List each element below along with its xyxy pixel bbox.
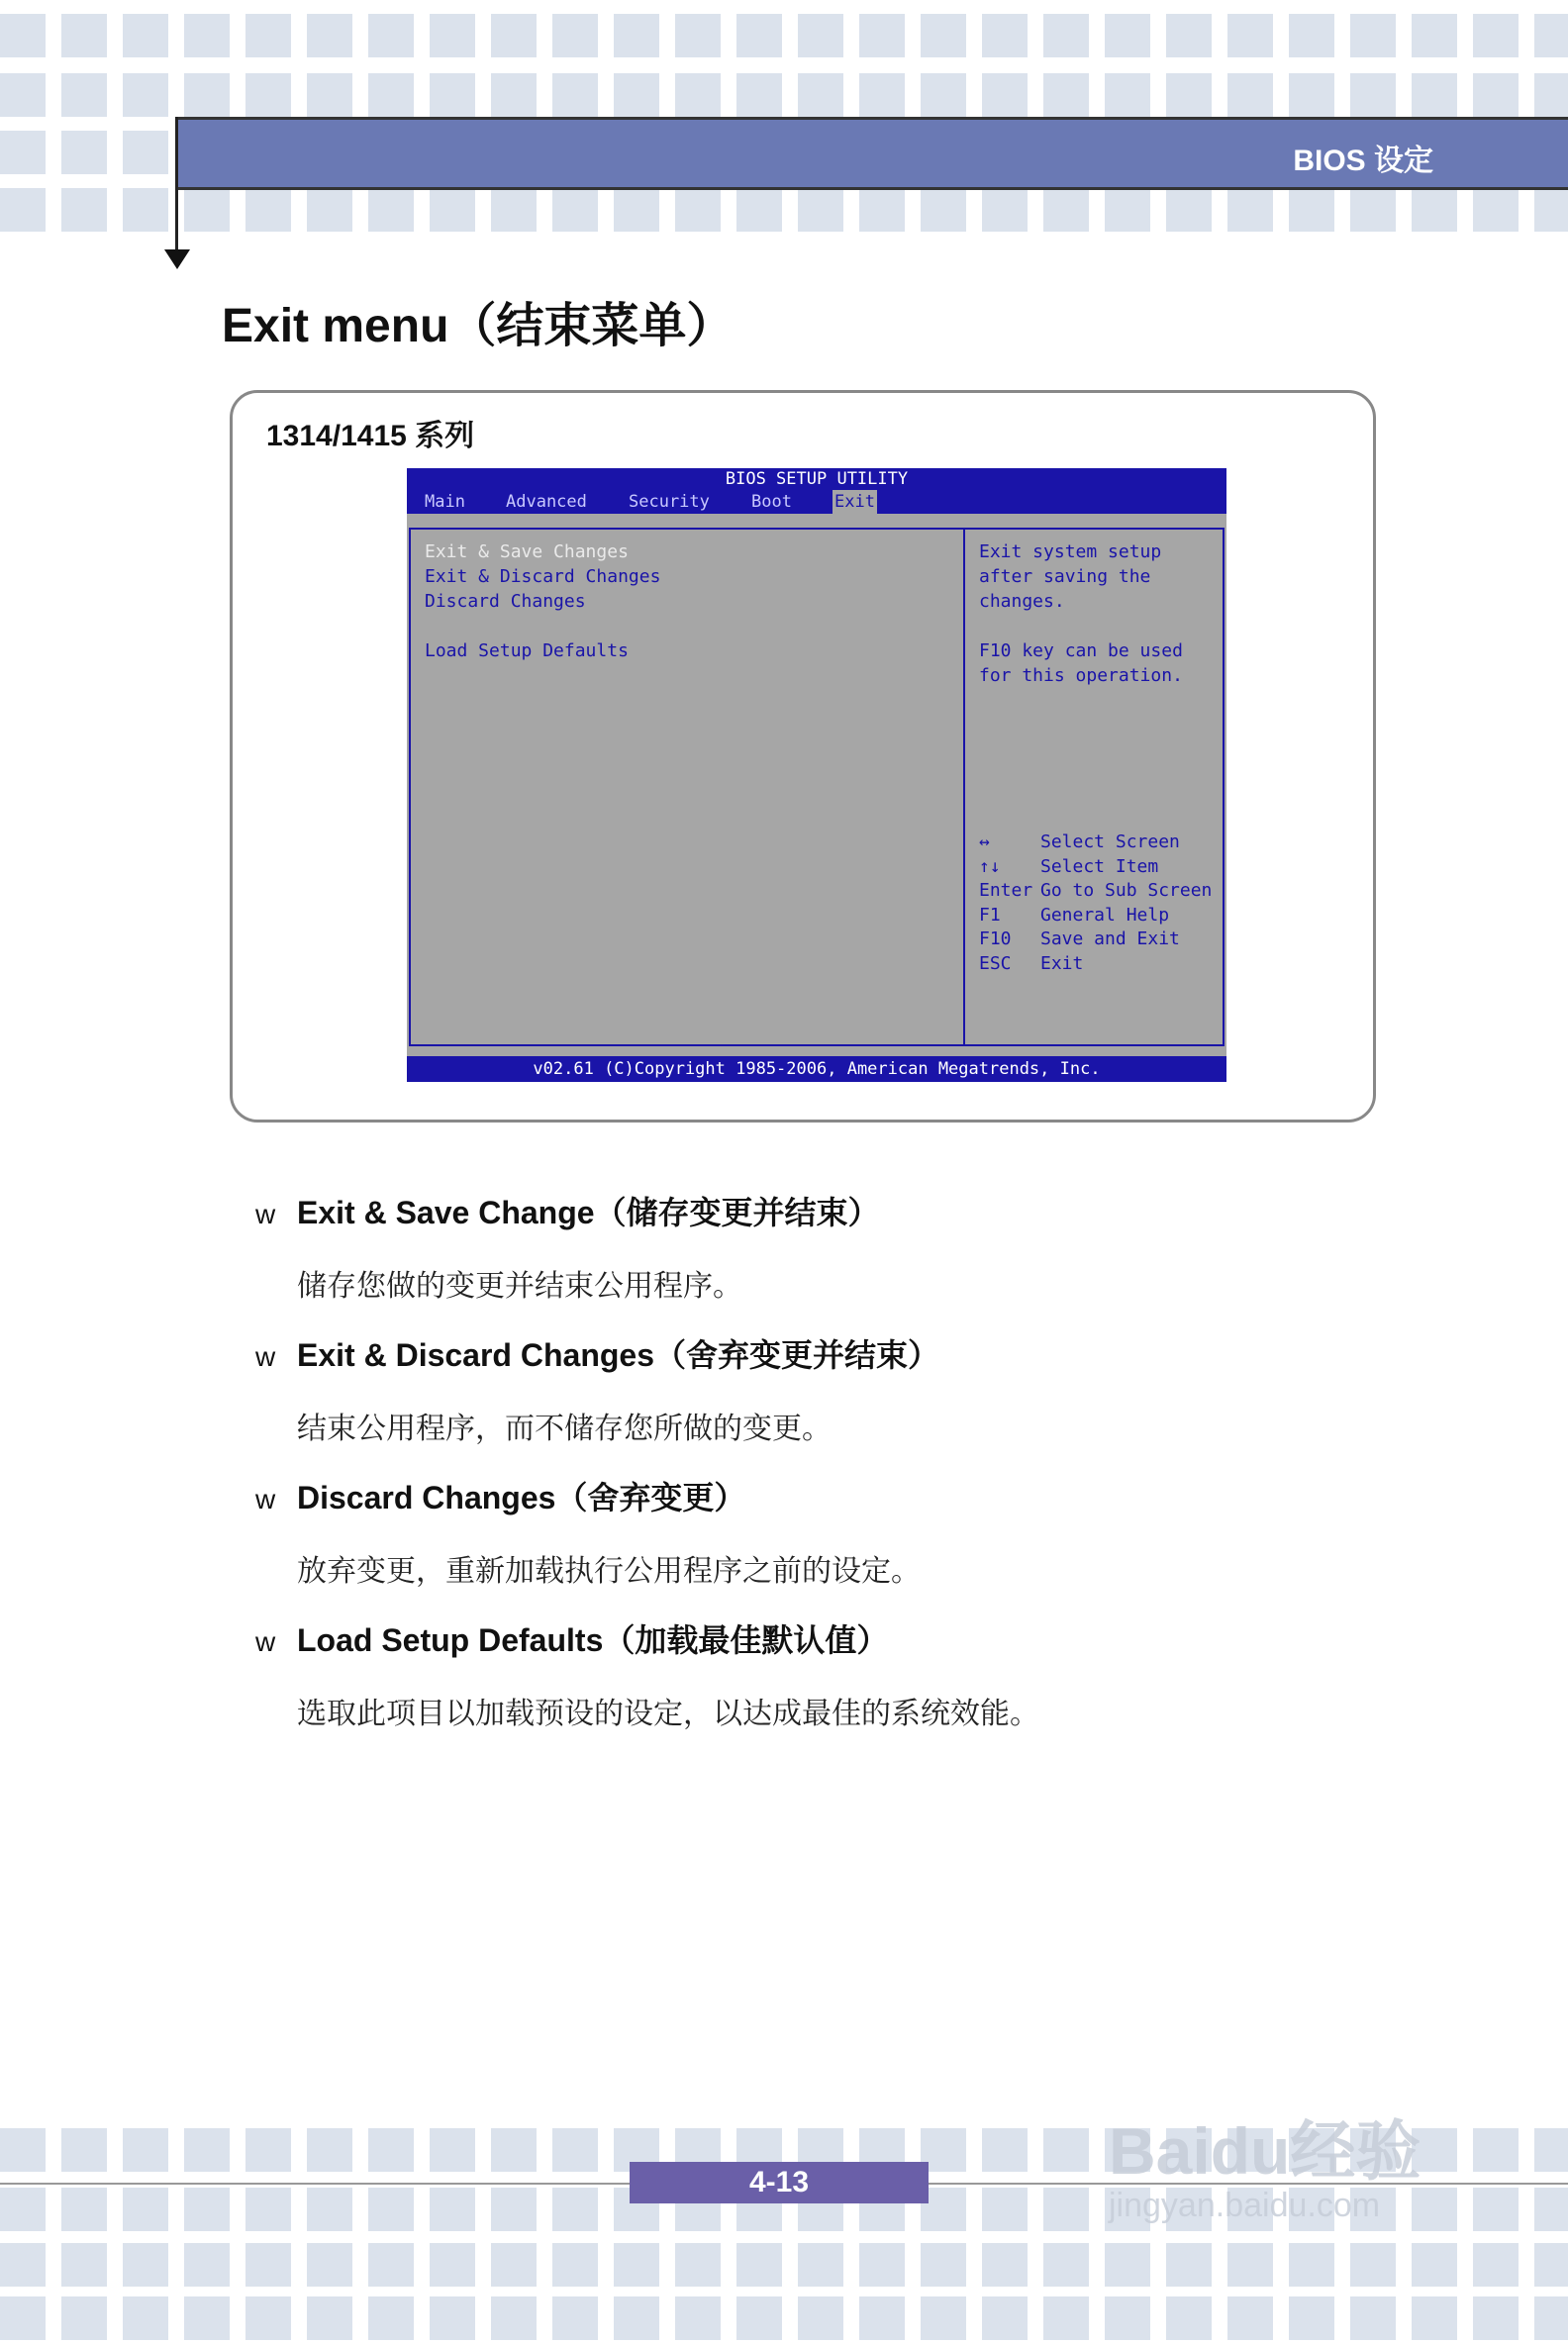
header-pointer-line	[175, 117, 178, 255]
menu-spacer	[425, 614, 660, 638]
key-name: ↑↓	[979, 855, 1001, 877]
help-line: changes.	[979, 591, 1065, 612]
help-line: F10 key can be used	[979, 640, 1183, 661]
key-action: Go to Sub Screen	[1040, 880, 1213, 901]
bios-tab-bar	[407, 490, 1226, 514]
item-desc: 放弃变更，重新加载执行公用程序之前的设定。	[297, 1554, 921, 1589]
watermark-brand: Baidu经验	[1109, 2114, 1421, 2188]
tab-boot[interactable]: Boot	[751, 492, 792, 512]
bios-screen	[407, 468, 1226, 1080]
key-name: Enter	[979, 880, 1033, 901]
tab-main[interactable]: Main	[425, 492, 465, 512]
key-row	[979, 855, 1212, 880]
menu-item-discard[interactable]: Discard Changes	[425, 591, 586, 612]
tab-exit[interactable]: Exit	[834, 492, 875, 512]
item-desc: 储存您做的变更并结束公用程序。	[297, 1269, 742, 1304]
item-load-defaults	[255, 1615, 888, 1661]
bios-key-legend	[979, 830, 1212, 976]
help-line: for this operation.	[979, 665, 1183, 686]
key-name: ↔	[979, 831, 990, 852]
header-band	[176, 117, 1568, 190]
item-title: Exit & Save Change（储存变更并结束）	[297, 1195, 880, 1230]
watermark-url: jingyan.baidu.com	[1109, 2187, 1381, 2224]
bios-title: BIOS SETUP UTILITY	[407, 468, 1226, 490]
bios-help-text	[979, 539, 1183, 688]
down-arrow-icon	[164, 249, 190, 269]
help-line: after saving the	[979, 566, 1151, 587]
key-row	[979, 904, 1212, 928]
key-row	[979, 928, 1212, 952]
item-exit-save	[255, 1188, 880, 1233]
bullet-icon: w	[255, 1341, 276, 1372]
key-name: F10	[979, 928, 1012, 949]
key-action: Exit	[1040, 952, 1084, 974]
menu-item-exit-save[interactable]: Exit & Save Changes	[425, 541, 629, 562]
screenshot-panel	[230, 390, 1376, 1123]
bios-menu	[425, 539, 660, 663]
watermark-logo	[1109, 2099, 1421, 2225]
item-exit-discard	[255, 1330, 939, 1376]
bios-divider	[963, 528, 965, 1046]
page-title: Exit menu（结束菜单）	[222, 300, 735, 352]
tab-security[interactable]: Security	[629, 492, 710, 512]
footer-tiles-row-3	[0, 2243, 1568, 2287]
item-title: Load Setup Defaults（加载最佳默认值）	[297, 1622, 889, 1658]
key-name: F1	[979, 904, 1001, 926]
bullet-icon: w	[255, 1199, 276, 1229]
key-name: ESC	[979, 952, 1012, 974]
key-action: Save and Exit	[1040, 928, 1180, 949]
key-action: General Help	[1040, 904, 1170, 926]
item-desc: 选取此项目以加载预设的设定，以达成最佳的系统效能。	[297, 1697, 1039, 1731]
help-spacer	[979, 614, 1183, 638]
bios-copyright: v02.61 (C)Copyright 1985-2006, American Megatrends, Inc.	[407, 1056, 1226, 1082]
key-action: Select Item	[1040, 855, 1159, 877]
help-line: Exit system setup	[979, 541, 1162, 562]
item-desc: 结束公用程序，而不储存您所做的变更。	[297, 1412, 832, 1446]
bullet-icon: w	[255, 1626, 276, 1657]
item-discard	[255, 1473, 745, 1518]
panel-title: 1314/1415 系列	[266, 420, 475, 452]
footer-tiles-row-4	[0, 2296, 1568, 2340]
key-action: Select Screen	[1040, 831, 1180, 852]
key-row	[979, 879, 1212, 904]
item-title: Exit & Discard Changes（舍弃变更并结束）	[297, 1337, 940, 1373]
header-tiles-row-2	[0, 73, 1568, 117]
key-row	[979, 830, 1212, 855]
tab-advanced[interactable]: Advanced	[506, 492, 587, 512]
header-tiles-row-1	[0, 14, 1568, 57]
key-row	[979, 952, 1212, 977]
bullet-icon: w	[255, 1484, 276, 1514]
item-title: Discard Changes（舍弃变更）	[297, 1480, 746, 1515]
header-tiles-row-4	[0, 188, 1568, 232]
menu-item-exit-discard[interactable]: Exit & Discard Changes	[425, 566, 661, 587]
section-label: BIOS 设定	[1293, 145, 1433, 177]
page-number: 4-13	[630, 2162, 929, 2203]
menu-item-load-defaults[interactable]: Load Setup Defaults	[425, 640, 629, 661]
